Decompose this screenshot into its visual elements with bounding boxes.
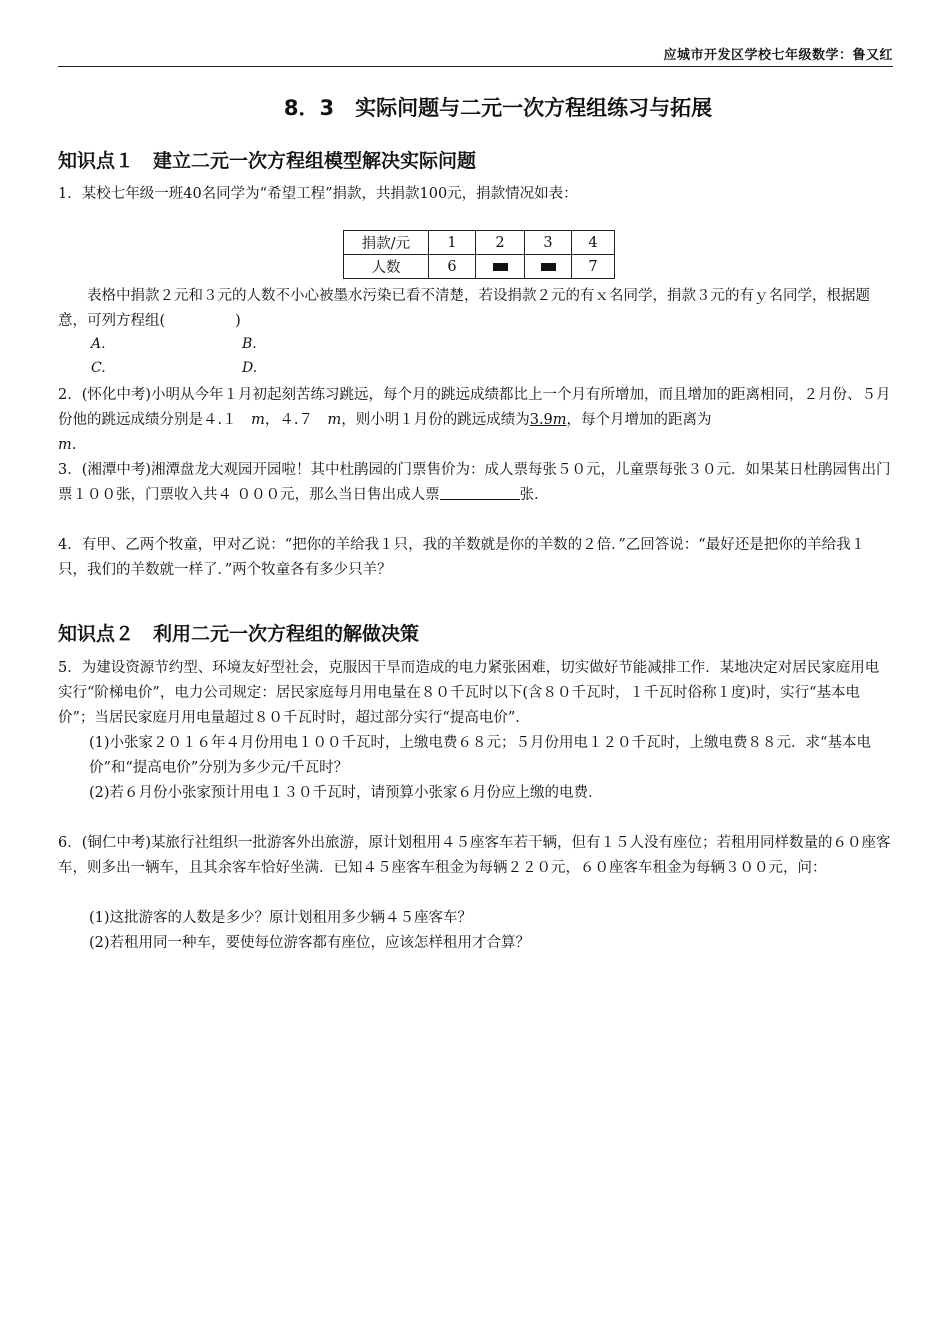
question-5-stem: 5．为建设资源节约型、环境友好型社会，克服因干旱而造成的电力紧张困难，切实做好节能减排工作．某地决定对居民家庭用电实行“阶梯电价”，电力公司规定：居民家庭每月用电量在８０千瓦时以下(含８０千瓦时，１千瓦时俗称１度)时，实行“基本电价”；当居民家庭月用电量超过８０千瓦时时，超过部分实行“提高电价”． [58, 660, 880, 726]
table-cell: 2 [476, 231, 525, 255]
table-cell: 3 [525, 231, 572, 255]
option-d: D. [242, 360, 258, 376]
page-title: 8．3 实际问题与二元一次方程组练习与拓展 [283, 96, 713, 120]
page-header: 应城市开发区学校七年级数学：鲁又红 [663, 48, 893, 63]
table-row [344, 231, 615, 255]
question-2-text-a: 2．(怀化中考)小明从今年１月初起刻苦练习跳远，每个月的跳远成绩都比上一个月有所增加，而且增加的距离相同，２月份、５月份他的跳远成绩分别是４.１ [58, 387, 891, 428]
ink-blot [541, 263, 556, 271]
question-2-answer: 3.9m [529, 412, 567, 428]
option-b: B. [242, 336, 257, 352]
table-cell: 捐款/元 [344, 231, 429, 255]
question-2 [58, 383, 893, 458]
question-5-part-1: (1)小张家２０１６年４月份用电１００千瓦时，上缴电费６８元；５月份用电１２０千瓦时，上缴电费８８元．求“基本电价”和“提高电价”分别为多少元/千瓦时？ [89, 735, 871, 776]
table-cell: 4 [572, 231, 615, 255]
question-1-body-close: ) [235, 313, 241, 329]
question-2-text-d: ，每个月增加的距离为 [566, 412, 712, 428]
header-divider [58, 66, 893, 67]
option-a: A. [91, 336, 106, 352]
question-1-body [58, 284, 893, 334]
answer-blank [440, 484, 520, 500]
table-cell: 1 [429, 231, 476, 255]
question-3-text-a: 3．(湘潭中考)湘潭盘龙大观园开园啦！其中杜鹃园的门票售价为：成人票每张５０元，儿童票每张３０元．如果某日杜鹃园售出门票１００张，门票收入共４ ０００元，那么当日售出成人票 [58, 462, 891, 503]
question-1-stem: 1．某校七年级一班40名同学为“希望工程”捐款，共捐款100元，捐款情况如表： [58, 186, 578, 202]
table-cell: 人数 [344, 255, 429, 279]
section-heading-1: 知识点１ 建立二元一次方程组模型解决实际问题 [58, 150, 477, 172]
table-cell: 6 [429, 255, 476, 279]
question-4: 4．有甲、乙两个牧童，甲对乙说：“把你的羊给我１只，我的羊数就是你的羊数的２倍．”乙回答说：“最好还是把你的羊给我１只，我们的羊数就一样了．”两个牧童各有多少只羊？ [58, 537, 866, 578]
unit: m [251, 412, 265, 428]
question-6-part-1: (1)这批游客的人数是多少？原计划租用多少辆４５座客车？ [89, 910, 473, 926]
donation-table [343, 230, 615, 279]
unit: m [552, 412, 567, 428]
question-3 [58, 458, 893, 508]
unit: m [58, 437, 72, 453]
table-row [344, 255, 615, 279]
section-heading-2: 知识点２ 利用二元一次方程组的解做决策 [58, 623, 420, 645]
option-c: C. [91, 360, 106, 376]
table-cell-ink-blot [476, 255, 525, 279]
question-2-text-b: ，４.７ [264, 412, 328, 428]
unit: m [327, 412, 342, 428]
question-1-body-text: 表格中捐款２元和３元的人数不小心被墨水污染已看不清楚，若设捐款２元的有ｘ名同学，捐款３元的有ｙ名同学，根据题意，可列方程组( [58, 288, 870, 329]
question-2-text-e: . [71, 437, 77, 453]
question-6-part-2: (2)若租用同一种车，要使每位游客都有座位，应该怎样租用才合算？ [89, 935, 531, 951]
question-2-text-c: ，则小明１月份的跳远成绩为 [341, 412, 530, 428]
table-cell: 7 [572, 255, 615, 279]
question-3-text-b: 张． [519, 487, 549, 503]
ink-blot [493, 263, 508, 271]
table-cell-ink-blot [525, 255, 572, 279]
question-6-stem: 6．(铜仁中考)某旅行社组织一批游客外出旅游，原计划租用４５座客车若干辆，但有１５人没有座位；若租用同样数量的６０座客车，则多出一辆车，且其余客车恰好坐满．已知４５座客车租金为每辆２２０元，６０座客车租金为每辆３００元，问： [58, 835, 891, 876]
question-5-part-2: (2)若６月份小张家预计用电１３０千瓦时，请预算小张家６月份应上缴的电费． [89, 785, 603, 801]
